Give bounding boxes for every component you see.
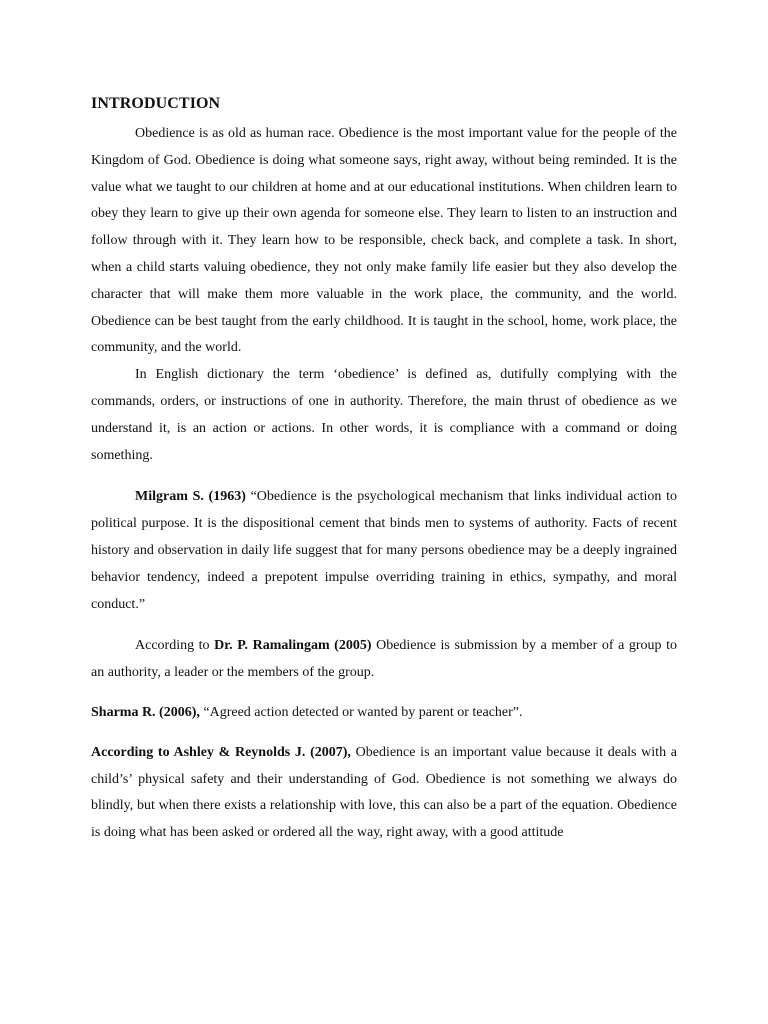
- citation-sharma: Sharma R. (2006),: [91, 704, 200, 720]
- citation-ashley-reynolds: According to Ashley & Reynolds J. (2007),: [91, 744, 351, 760]
- ramalingam-prefix: According to: [135, 638, 215, 654]
- citation-milgram: Milgram S. (1963): [135, 489, 246, 505]
- paragraph-ramalingam: [91, 633, 677, 687]
- quote-sharma: “Agreed action detected or wanted by parent or teacher”.: [199, 704, 523, 720]
- text-ramalingam: Obedience is submission by a member of a group to an authority, a leader or the members of the group.: [91, 638, 678, 681]
- paragraph-ashley-reynolds: [91, 740, 677, 847]
- section-heading: INTRODUCTION: [91, 95, 221, 112]
- paragraph-intro: Obedience is as old as human race. Obedience is the most important value for the people of the Kingdom of God. Obedience is doing what someone says, right away, without being reminded. It is the value what we taught to our children at home and at our educational institutions. When children learn to obey they learn to give up their own agenda for someone else. They learn to listen to an instruction and follow through with it. They learn how to be responsible, check back, and complete a task. In short, when a child starts valuing obedience, they not only make family life easier but they also develop the character that will make them more valuable in the work place, the community, and the world. Obedience can be best taught from the early childhood. It is taught in the school, home, work place, the community, and the world.: [91, 126, 677, 356]
- quote-milgram: “Obedience is the psychological mechanism that links individual action to political purpose. It is the dispositional cement that binds men to systems of authority. Facts of recent history and observation in daily life suggest that for many persons obedience may be a deeply ingrained behavior tendency, indeed a prepotent impulse overriding training in ethics, sympathy, and moral conduct.”: [91, 489, 678, 612]
- paragraph-milgram: [91, 484, 677, 618]
- paragraph-dictionary-definition: In English dictionary the term ‘obedience’ is defined as, dutifully complying with the commands, orders, or instructions of one in authority. Therefore, the main thrust of obedience as we understand it, is an action or actions. In other words, it is compliance with a command or doing something.: [91, 367, 677, 463]
- paragraph-sharma: [91, 700, 677, 727]
- text-ashley-reynolds: Obedience is an important value because it deals with a child’s’ physical safety and their understanding of God. Obedience is not something we always do blindly, but when there exists a relationship with love, this can also be a part of the equation. Obedience is doing what has been asked or ordered all the way, right away, with a good attitude: [91, 744, 677, 841]
- document-body: [91, 92, 677, 847]
- citation-ramalingam: Dr. P. Ramalingam (2005): [214, 638, 372, 654]
